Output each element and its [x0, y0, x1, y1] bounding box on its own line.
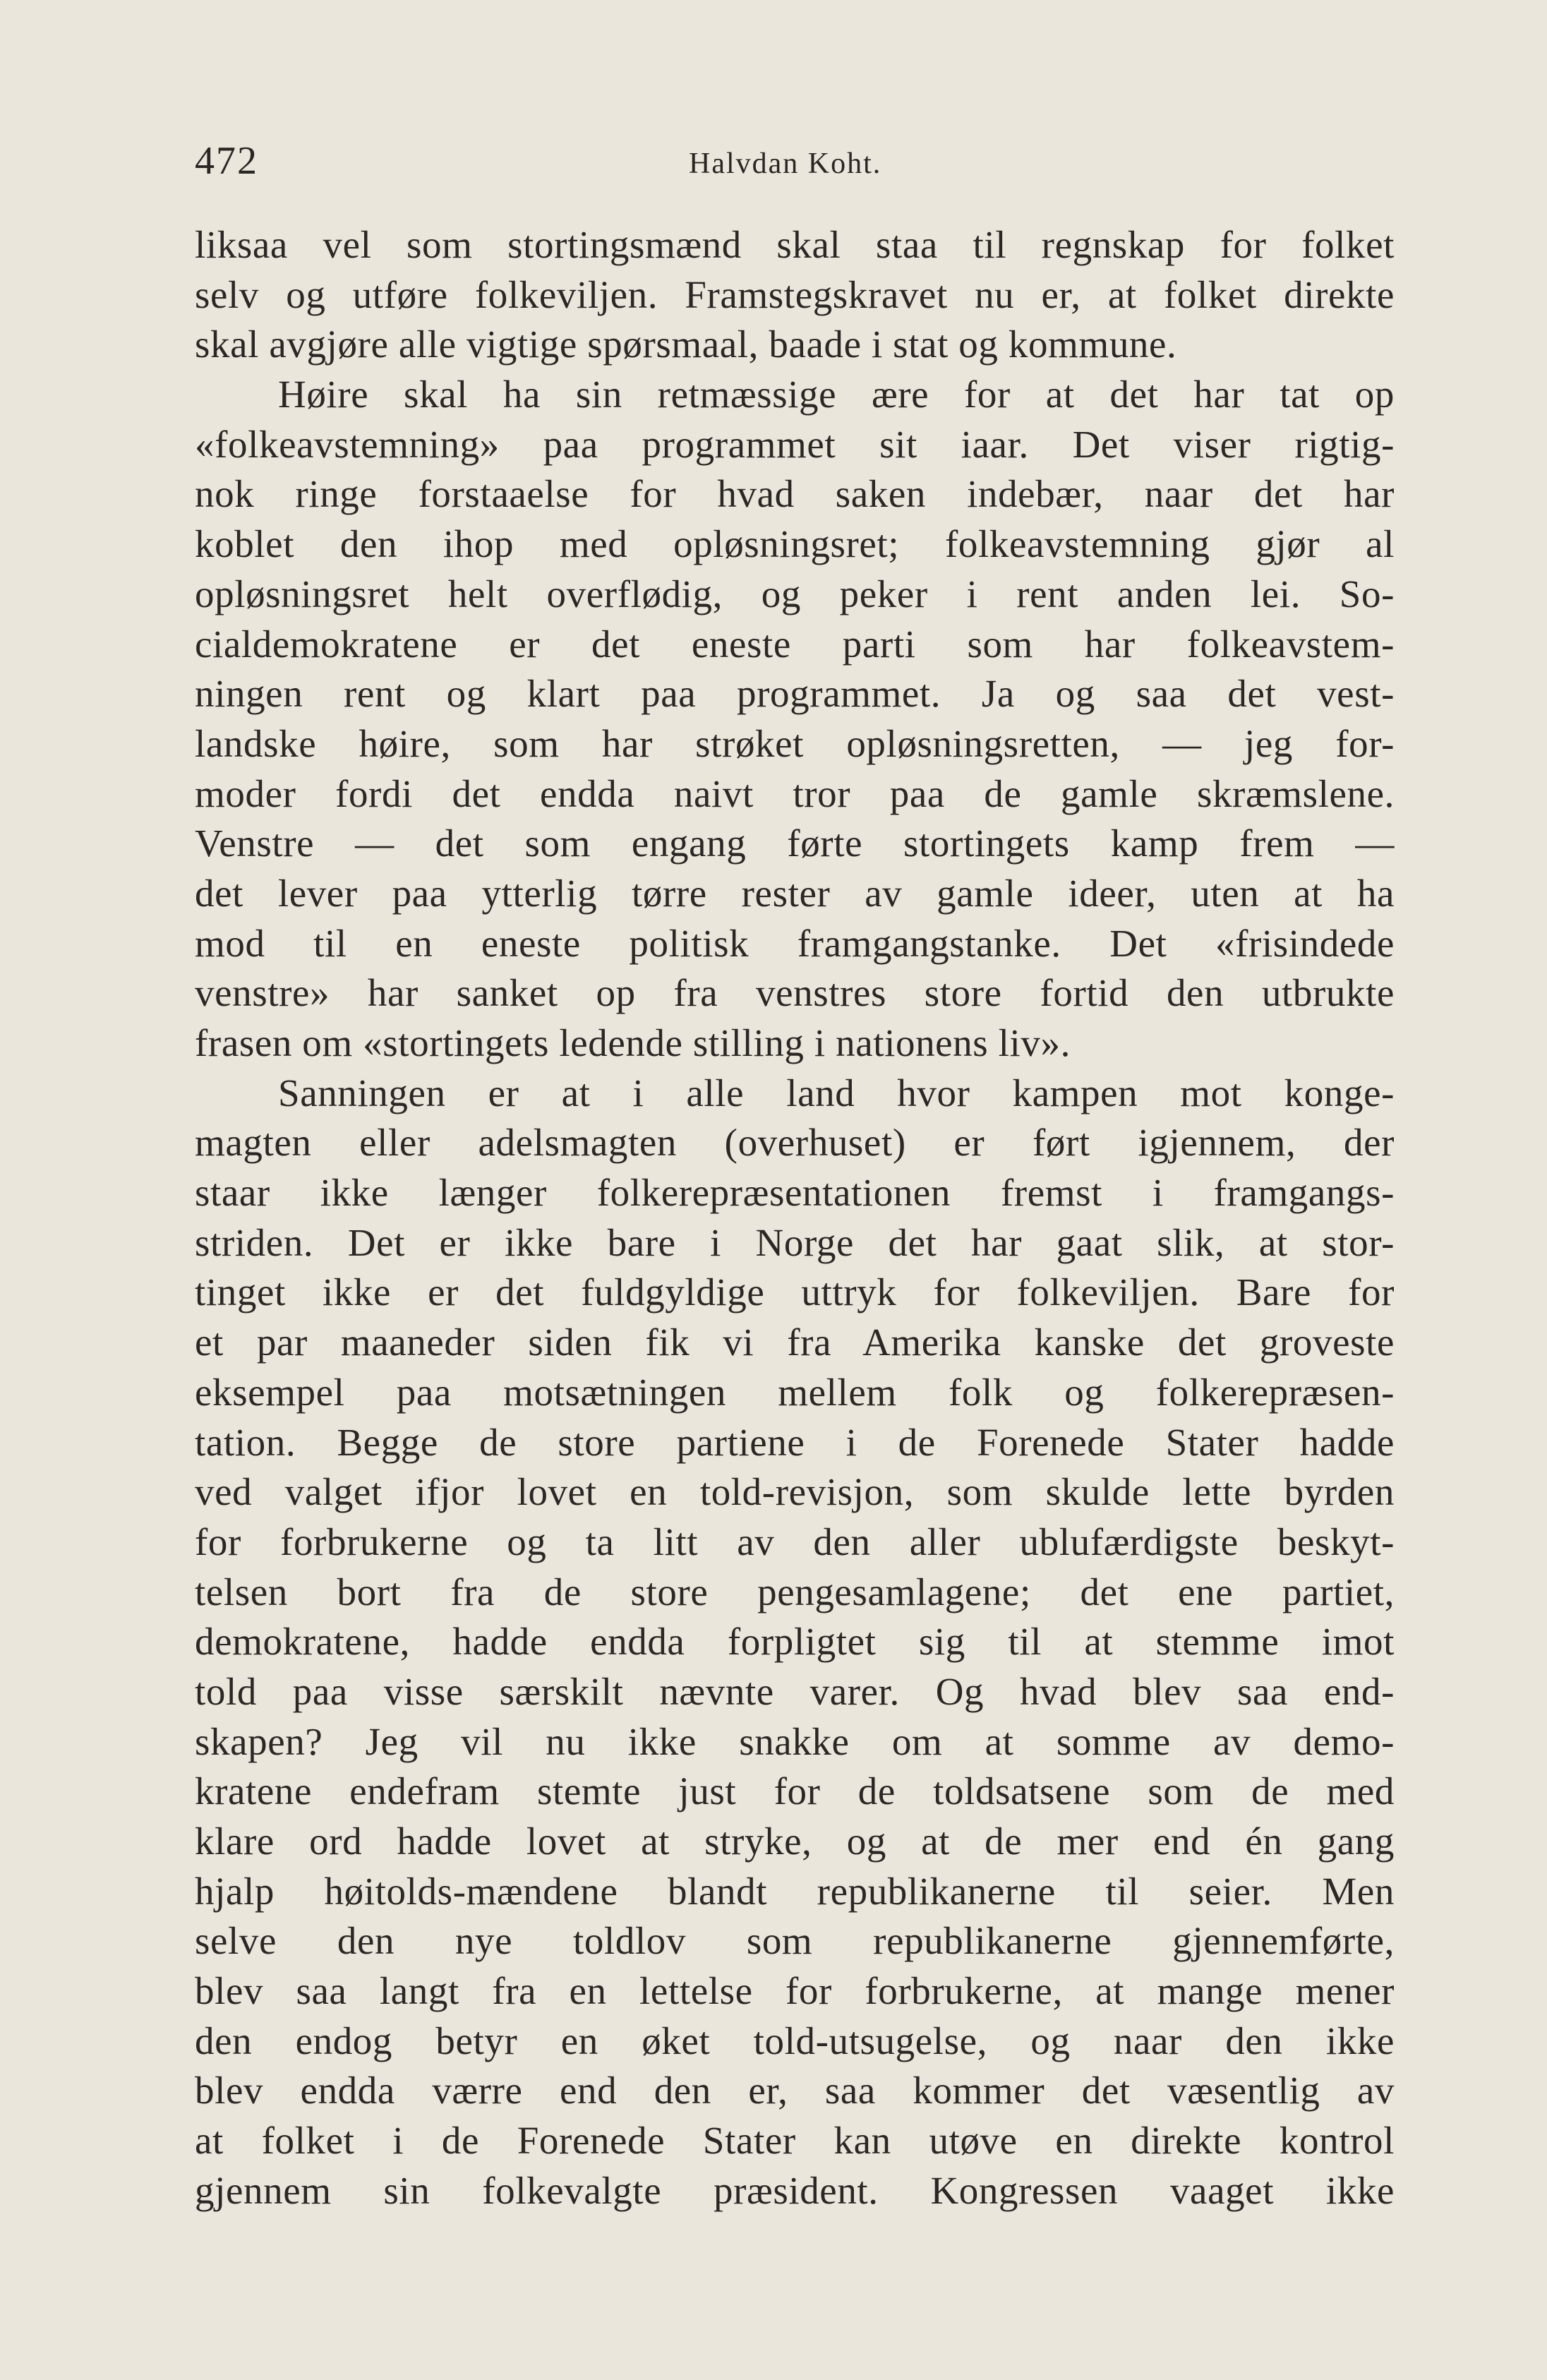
- text-line: det lever paa ytterlig tørre rester av gamle ideer, uten at ha: [195, 871, 1395, 915]
- text-line: skal avgjøre alle vigtige spørsmaal, baade i stat og kommune.: [195, 323, 1177, 366]
- text-line: eksempel paa motsætningen mellem folk og folkerepræsen-: [195, 1370, 1395, 1414]
- text-line: at folket i de Forenede Stater kan utøve en direkte kontrol: [195, 2119, 1395, 2163]
- text-line: «folkeavstemning» paa programmet sit iaar. Det viser rigtig-: [195, 422, 1395, 466]
- body-text: [195, 220, 1395, 2216]
- text-line: selve den nye toldlov som republikanerne gjennemførte,: [195, 1919, 1395, 1963]
- text-line: tation. Begge de store partiene i de Forenede Stater hadde: [195, 1420, 1395, 1464]
- text-line: told paa visse særskilt nævnte varer. Og hvad blev saa end-: [195, 1669, 1395, 1713]
- text-line: Høire skal ha sin retmæssige ære for at det har tat op: [278, 373, 1395, 416]
- text-line: selv og utføre folkeviljen. Framstegskravet nu er, at folket direkte: [195, 272, 1395, 316]
- page-number: 472: [195, 139, 258, 183]
- text-line: liksaa vel som stortingsmænd skal staa til regnskap for folket: [195, 223, 1395, 266]
- running-head: Halvdan Koht.: [689, 148, 882, 180]
- text-line: klare ord hadde lovet at stryke, og at de mer end én gang: [195, 1820, 1395, 1863]
- text-line: gjennem sin folkevalgte præsident. Kongressen vaaget ikke: [195, 2168, 1395, 2212]
- text-line: tinget ikke er det fuldgyldige uttryk for folkeviljen. Bare for: [195, 1270, 1395, 1314]
- text-line: blev endda værre end den er, saa kommer det væsentlig av: [195, 2069, 1395, 2112]
- text-line: et par maaneder siden fik vi fra Amerika kanske det groveste: [195, 1321, 1395, 1364]
- text-line: kratene endefram stemte just for de toldsatsene som de med: [195, 1769, 1395, 1813]
- text-line: nok ringe forstaaelse for hvad saken indebær, naar det har: [195, 472, 1395, 516]
- text-line: demokratene, hadde endda forpligtet sig til at stemme imot: [195, 1620, 1395, 1664]
- text-line: telsen bort fra de store pengesamlagene; det ene partiet,: [195, 1570, 1395, 1613]
- text-line: den endog betyr en øket told-utsugelse, og naar den ikke: [195, 2019, 1395, 2062]
- text-line: venstre» har sanket op fra venstres store fortid den utbrukte: [195, 971, 1395, 1015]
- text-line: hjalp høitolds-mændene blandt republikanerne til seier. Men: [195, 1869, 1395, 1913]
- text-line: cialdemokratene er det eneste parti som har folkeavstem-: [195, 622, 1395, 666]
- text-line: frasen om «stortingets ledende stilling i nationens liv».: [195, 1021, 1071, 1064]
- text-line: skapen? Jeg vil nu ikke snakke om at somme av demo-: [195, 1719, 1395, 1763]
- text-line: opløsningsret helt overflødig, og peker i rent anden lei. So-: [195, 572, 1395, 615]
- text-line: Sanningen er at i alle land hvor kampen mot konge-: [278, 1071, 1395, 1114]
- text-line: landske høire, som har strøket opløsningsretten, — jeg for-: [195, 721, 1395, 765]
- text-line: staar ikke længer folkerepræsentationen fremst i framgangs-: [195, 1171, 1395, 1215]
- text-line: for forbrukerne og ta litt av den aller ublufærdigste beskyt-: [195, 1520, 1395, 1563]
- text-line: blev saa langt fra en lettelse for forbrukerne, at mange mener: [195, 1969, 1395, 2013]
- text-line: Venstre — det som engang førte stortingets kamp frem —: [195, 822, 1395, 865]
- page-header: [195, 138, 1395, 188]
- text-line: magten eller adelsmagten (overhuset) er ført igjennem, der: [195, 1121, 1395, 1165]
- text-line: mod til en eneste politisk framgangstanke. Det «frisindede: [195, 921, 1395, 965]
- text-line: moder fordi det endda naivt tror paa de gamle skræmslene.: [195, 771, 1395, 815]
- text-line: ved valget ifjor lovet en told-revisjon, som skulde lette byrden: [195, 1470, 1395, 1514]
- text-line: striden. Det er ikke bare i Norge det har gaat slik, at stor-: [195, 1220, 1395, 1264]
- text-line: ningen rent og klart paa programmet. Ja og saa det vest-: [195, 672, 1395, 716]
- text-line: koblet den ihop med opløsningsret; folkeavstemning gjør al: [195, 522, 1395, 566]
